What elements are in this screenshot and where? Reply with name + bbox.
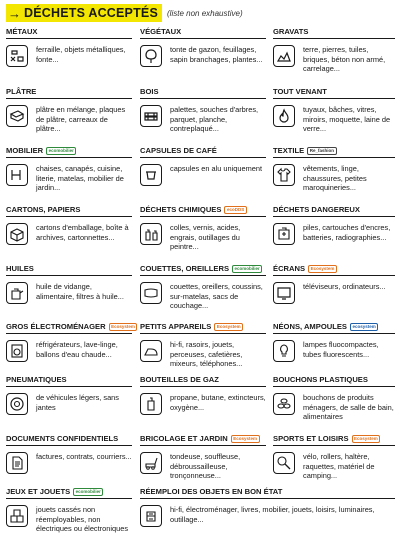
furniture-icon	[6, 164, 28, 186]
plaster-icon	[6, 105, 28, 127]
category-title: COUETTES, OREILLERS	[140, 264, 230, 273]
category-description: vêtements, linge, chaussures, petites maroquineries...	[303, 164, 367, 193]
category-title: DÉCHETS DANGEREUX	[273, 205, 360, 214]
tv-icon	[273, 282, 295, 304]
category-title: CARTONS, PAPIERS	[6, 205, 81, 214]
category-title: MOBILIER	[6, 146, 44, 155]
category-description: factures, contrats, courriers...	[36, 452, 132, 462]
category-description: palettes, souches d'arbres, parquet, planche, contreplaqué...	[170, 105, 259, 134]
category-description: jouets cassés non réemployables, non électriques ou électroniques	[36, 505, 129, 534]
category-gravats	[273, 26, 395, 74]
page-header	[6, 3, 243, 23]
category-title: TOUT VENANT	[273, 87, 327, 96]
category-description: chaises, canapés, cuisine, literie, matelas, mobilier de jardin...	[36, 164, 124, 193]
divider	[140, 445, 266, 446]
divider	[273, 333, 395, 334]
category-capsules	[140, 145, 266, 186]
category-title: TEXTILE	[273, 146, 305, 155]
category-description: plâtre en mélange, plaques de plâtre, carreaux de plâtre...	[36, 105, 126, 134]
category-title: BOUCHONS PLASTIQUES	[273, 375, 368, 384]
divider	[6, 445, 132, 446]
battery-icon	[273, 223, 295, 245]
category-jeux-jouets	[6, 486, 132, 534]
divider	[273, 157, 395, 158]
category-couettes	[140, 263, 266, 311]
category-description: réfrigérateurs, lave-linge, ballons d'eau chaude...	[36, 340, 118, 359]
category-title: HUILES	[6, 264, 34, 273]
category-title: BRICOLAGE ET JARDIN	[140, 434, 228, 443]
caps-icon	[273, 393, 295, 415]
category-tout-venant	[273, 86, 395, 134]
wood-icon	[140, 105, 162, 127]
category-dechets-chimiques	[140, 204, 266, 252]
category-dechets-dangereux	[273, 204, 395, 245]
category-description: propane, butane, extincteurs, oxygène...	[170, 393, 266, 412]
eco-organism-logo: Ecosystem	[231, 435, 260, 443]
tire-icon	[6, 393, 28, 415]
eco-organism-logo: ecomobilier	[232, 265, 262, 273]
cardboard-icon	[6, 223, 28, 245]
category-description: couettes, oreillers, coussins, sur-matelas, sacs de couchage...	[170, 282, 263, 311]
eco-organism-logo: Re_fashion	[307, 147, 336, 155]
category-description: ferraille, objets métalliques, fonte...	[36, 45, 126, 64]
arrow-icon: →	[8, 5, 21, 21]
category-description: piles, cartouches d'encres, batteries, radiographies...	[303, 223, 391, 242]
category-description: tonte de gazon, feuillages, sapin branchages, plantes...	[170, 45, 263, 64]
divider	[140, 216, 266, 217]
washer-icon	[6, 340, 28, 362]
category-description: hi-fi, rasoirs, jouets, perceuses, cafetières, mixeurs, téléphones...	[170, 340, 243, 369]
category-title: RÉEMPLOI DES OBJETS EN BON ÉTAT	[140, 487, 283, 496]
iron-icon	[140, 340, 162, 362]
category-neons	[273, 321, 395, 362]
capsule-icon	[140, 164, 162, 186]
eco-organism-logo: ecoDDS	[224, 206, 246, 214]
divider	[273, 38, 395, 39]
category-textile	[273, 145, 395, 193]
eco-organism-logo: Ecosystem	[308, 265, 337, 273]
category-description: lampes fluocompactes, tubes fluorescents...	[303, 340, 379, 359]
category-reemploi	[140, 486, 395, 527]
category-description: terre, pierres, tuiles, briques, béton non armé, carrelage...	[303, 45, 386, 74]
category-vegetaux	[140, 26, 266, 67]
category-title: CAPSULES DE CAFÉ	[140, 146, 217, 155]
category-ecrans	[273, 263, 395, 304]
gas-icon	[140, 393, 162, 415]
divider	[6, 498, 132, 499]
category-title: JEUX ET JOUETS	[6, 487, 71, 496]
category-description: bouchons de produits ménagers, de salle de bain, alimentaires	[303, 393, 394, 422]
eco-organism-logo: ecomobilier	[46, 147, 76, 155]
eco-organism-logo: Ecosystem	[352, 435, 381, 443]
category-title: ÉCRANS	[273, 264, 306, 273]
divider	[140, 275, 266, 276]
page-title: DÉCHETS ACCEPTÉS	[24, 6, 159, 20]
divider	[140, 386, 266, 387]
category-title: VÉGÉTAUX	[140, 27, 182, 36]
divider	[140, 98, 266, 99]
category-title: NÉONS, AMPOULES	[273, 322, 347, 331]
category-metaux	[6, 26, 132, 67]
category-mobilier	[6, 145, 132, 193]
category-title: GROS ÉLECTROMÉNAGER	[6, 322, 106, 331]
reuse-icon	[140, 505, 162, 527]
category-platre	[6, 86, 132, 134]
category-bricolage	[140, 433, 266, 481]
divider	[273, 275, 395, 276]
category-description: capsules en alu uniquement	[170, 164, 263, 174]
divider	[6, 333, 132, 334]
category-pneumatiques	[6, 374, 132, 415]
category-title: SPORTS ET LOISIRS	[273, 434, 349, 443]
mower-icon	[140, 452, 162, 474]
sports-icon	[273, 452, 295, 474]
document-icon	[6, 452, 28, 474]
category-title: GRAVATS	[273, 27, 309, 36]
pillow-icon	[140, 282, 162, 304]
category-description: cartons d'emballage, boîte à archives, cartonnettes...	[36, 223, 129, 242]
divider	[6, 38, 132, 39]
textile-icon	[273, 164, 295, 186]
eco-organism-logo: Ecosystem	[214, 323, 243, 331]
category-bouchons	[273, 374, 395, 422]
divider	[273, 98, 395, 99]
divider	[273, 386, 395, 387]
category-description: hi-fi, électroménager, livres, mobilier, jouets, loisirs, luminaires, outillage...	[170, 505, 375, 524]
category-description: tuyaux, bâches, vitres, miroirs, moquette, laine de verre...	[303, 105, 391, 134]
header-note: (liste non exhaustive)	[167, 8, 243, 18]
category-title: DOCUMENTS CONFIDENTIELS	[6, 434, 119, 443]
divider	[6, 275, 132, 276]
category-title: MÉTAUX	[6, 27, 38, 36]
category-title: BOUTEILLES DE GAZ	[140, 375, 219, 384]
category-title: BOIS	[140, 87, 159, 96]
header-banner	[6, 4, 162, 22]
eco-organism-logo: Ecosystem	[109, 323, 138, 331]
category-title: PETITS APPAREILS	[140, 322, 212, 331]
category-documents	[6, 433, 132, 474]
category-huiles	[6, 263, 132, 304]
eco-organism-logo: ecosystem	[350, 323, 378, 331]
category-description: huile de vidange, alimentaire, filtres à huile...	[36, 282, 124, 301]
divider	[140, 498, 395, 499]
divider	[140, 157, 266, 158]
category-bouteilles-gaz	[140, 374, 266, 415]
divider	[140, 38, 266, 39]
category-title: PNEUMATIQUES	[6, 375, 67, 384]
divider	[6, 157, 132, 158]
divider	[273, 445, 395, 446]
category-description: colles, vernis, acides, engrais, outillages du peintre...	[170, 223, 241, 252]
oil-icon	[6, 282, 28, 304]
eco-organism-logo: ecomobilier	[73, 488, 103, 496]
category-description: vélo, rollers, haltère, raquettes, matériel de camping...	[303, 452, 375, 481]
category-cartons	[6, 204, 132, 245]
category-description: de véhicules légers, sans jantes	[36, 393, 119, 412]
category-description: tondeuse, souffleuse, débroussailleuse, tronçonneuse...	[170, 452, 241, 481]
rubble-icon	[273, 45, 295, 67]
chemical-icon	[140, 223, 162, 245]
category-title: DÉCHETS CHIMIQUES	[140, 205, 222, 214]
toys-icon	[6, 505, 28, 527]
category-title: PLÂTRE	[6, 87, 37, 96]
metal-icon	[6, 45, 28, 67]
category-bois	[140, 86, 266, 134]
divider	[273, 216, 395, 217]
divider	[6, 386, 132, 387]
divider	[140, 333, 266, 334]
divider	[6, 98, 132, 99]
category-gros-electromenager	[6, 321, 135, 362]
category-description: téléviseurs, ordinateurs...	[303, 282, 386, 292]
divider	[6, 216, 132, 217]
category-sports	[273, 433, 395, 481]
tree-icon	[140, 45, 162, 67]
category-petits-appareils	[140, 321, 266, 369]
fire-icon	[273, 105, 295, 127]
bulb-icon	[273, 340, 295, 362]
